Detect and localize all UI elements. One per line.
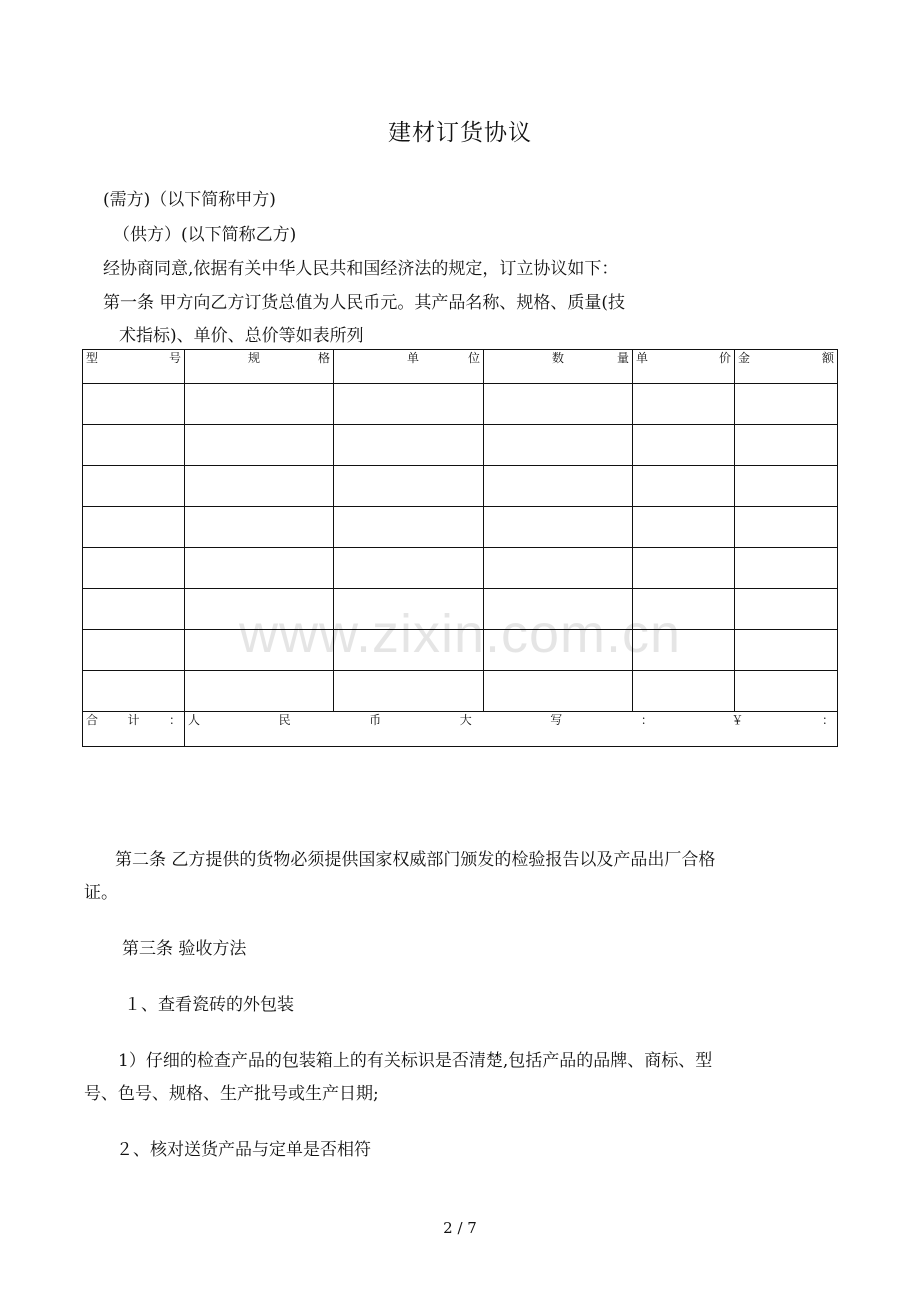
header-cell-amount: 金 额 (735, 350, 838, 384)
table-cell (83, 466, 185, 507)
table-cell (633, 671, 735, 712)
table-row (83, 548, 838, 589)
table-cell (334, 425, 484, 466)
header-cell-quantity: 数 量 (484, 350, 633, 384)
header-cell-unit-price: 单 价 (633, 350, 735, 384)
table-cell (484, 425, 633, 466)
table-cell (484, 384, 633, 425)
table-header-row (83, 350, 838, 384)
table-cell (83, 548, 185, 589)
table-row (83, 384, 838, 425)
header-cell-spec: 规 格 (185, 350, 334, 384)
table-cell (484, 671, 633, 712)
item2-heading: ２、核对送货产品与定单是否相符 (116, 1140, 371, 1160)
table-cell (334, 548, 484, 589)
table-cell (633, 425, 735, 466)
table-cell (484, 466, 633, 507)
total-value-cell: 人 民 币 大 写 ： ￥ ： (185, 712, 838, 747)
table-cell (633, 507, 735, 548)
table-cell (83, 384, 185, 425)
table-row (83, 507, 838, 548)
page-number: 2 / 7 (443, 1219, 477, 1237)
article3-heading: 第三条 验收方法 (122, 939, 247, 959)
table-total-row (83, 712, 838, 747)
table-cell (185, 507, 334, 548)
table-cell (735, 548, 838, 589)
table-cell (484, 507, 633, 548)
table-cell (334, 384, 484, 425)
article1-line1: 第一条 甲方向乙方订货总值为人民币元。其产品名称、规格、质量(技 (103, 293, 626, 313)
table-cell (185, 466, 334, 507)
table-cell (83, 425, 185, 466)
table-cell (735, 671, 838, 712)
header-cell-model: 型 号 (83, 350, 185, 384)
table-cell (185, 548, 334, 589)
article2-line2: 证。 (84, 883, 118, 903)
table-cell (633, 466, 735, 507)
table-cell (334, 466, 484, 507)
watermark: www.zixin.com.cn (238, 604, 682, 664)
document-title: 建材订货协议 (388, 120, 532, 146)
table-cell (633, 548, 735, 589)
table-cell (735, 384, 838, 425)
table-cell (334, 671, 484, 712)
item1-1-line2: 号、色号、规格、生产批号或生产日期; (84, 1084, 379, 1104)
order-table (82, 349, 838, 747)
table-cell (735, 466, 838, 507)
item1-1-line1: 1）仔细的检查产品的包装箱上的有关标识是否清楚,包括产品的品牌、商标、型 (118, 1051, 713, 1071)
table-cell (83, 671, 185, 712)
table-row (83, 466, 838, 507)
header-cell-unit: 单 位 (334, 350, 484, 384)
intro-paragraph: 经协商同意,依据有关中华人民共和国经济法的规定，订立协议如下： (103, 259, 619, 279)
table-cell (185, 425, 334, 466)
table-cell (735, 507, 838, 548)
table-cell (735, 425, 838, 466)
total-label-cell: 合 计 ： (83, 712, 185, 747)
article1-line2: 术指标)、单价、总价等如表所列 (119, 326, 364, 346)
item1-heading: １、查看瓷砖的外包装 (124, 995, 294, 1015)
table-cell (633, 384, 735, 425)
table-cell (334, 507, 484, 548)
table-cell (185, 671, 334, 712)
table-row (83, 671, 838, 712)
table-row (83, 425, 838, 466)
article2-line1: 第二条 乙方提供的货物必须提供国家权威部门颁发的检验报告以及产品出厂合格 (115, 850, 716, 870)
table-cell (185, 384, 334, 425)
buyer-line: (需方)（以下简称甲方) (103, 190, 276, 210)
table-cell (83, 507, 185, 548)
seller-line: （供方）(以下简称乙方) (113, 225, 297, 245)
table-cell (484, 548, 633, 589)
